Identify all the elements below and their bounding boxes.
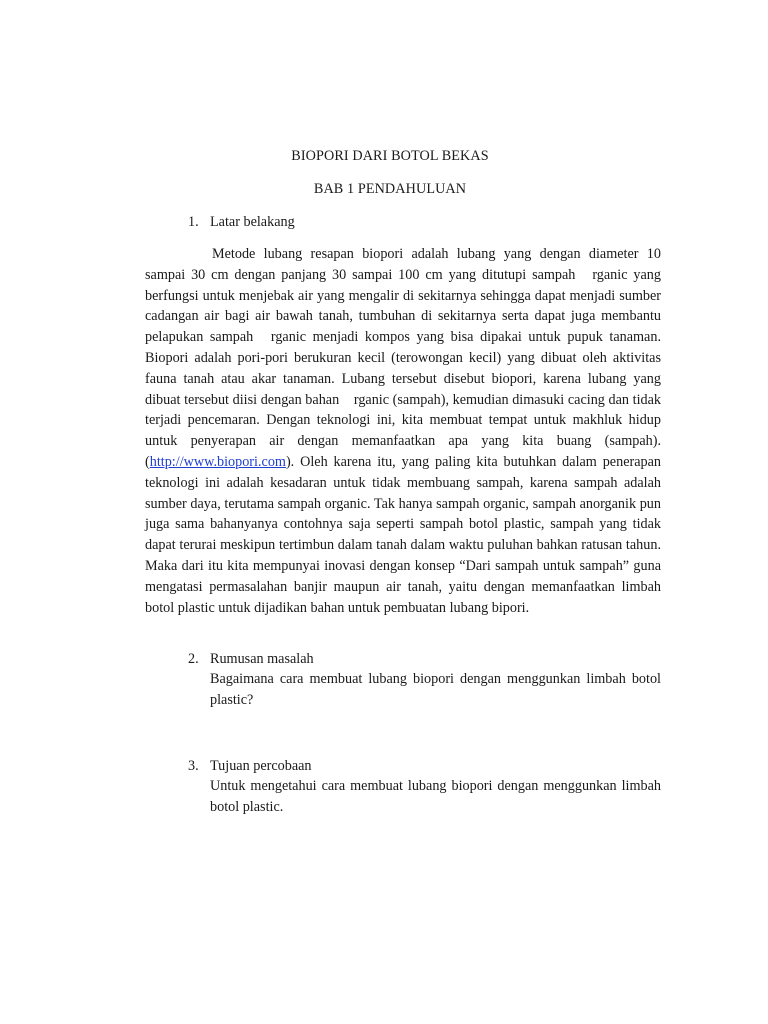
chapter-heading: BAB 1 PENDAHULUAN — [313, 181, 467, 197]
section-1-paragraph — [145, 244, 661, 618]
section-1-number: 1. — [188, 214, 199, 230]
document-title: BIOPORI DARI BOTOL BEKAS — [291, 148, 489, 164]
section-1-text-part1: Metode lubang resapan biopori adalah lubang yang dengan diameter 10 sampai 30 cm dengan panjang 30 sampai 100 cm yang ditutupi sampah  rganic yang berfungsi untuk menjebak air yang mengalir di sekitarnya sehingga dapat menjadi sumber cadangan air bagi air bawah tanah, tumbuhan di sekitarnya serta dapat juga membantu pelapukan sampah  rganic menjadi kompos yang bisa dipakai untuk pupuk tanaman. Biopori adalah pori-pori berukuran kecil (terowongan kecil) yang dibuat oleh aktivitas fauna tanah atau akar tanaman. Lubang tersebut disebut biopori, karena lubang yang dibuat tersebut diisi dengan bahan  rganic (sampah), kemudian dimasuki cacing dan tidak terjadi pencemaran. Dengan teknologi ini, kita membuat tempat untuk makhluk hidup untuk penyerapan air dengan memanfaatkan apa yang kita buang (sampah). ( — [145, 246, 661, 470]
section-2-title: Rumusan masalah — [210, 651, 314, 667]
section-3-paragraph: Untuk mengetahui cara membuat lubang biopori dengan menggunkan limbah botol plastic. — [210, 778, 661, 815]
section-1-text-part2: ). Oleh karena itu, yang paling kita butuhkan dalam penerapan teknologi ini adalah kesadaran untuk tidak membuang sampah, karena sampah adalah sumber daya, terutama sampah organic. Tak hanya sampah organic, sampah anorganik pun juga sama bahanyanya contohnya saja seperti sampah botol plastic, sampah yang tidak dapat terurai meskipun tertimbun dalam tanah dalam waktu puluhan bahkan ratusan tahun. Maka dari itu kita mempunyai inovasi dengan konsep “Dari sampah untuk sampah” guna mengatasi permasalahan banjir maupun air tanah, yaitu dengan memanfaatkan limbah botol plastic untuk dijadikan bahan untuk pembuatan lubang bipori. — [145, 453, 661, 616]
section-2-paragraph: Bagaimana cara membuat lubang biopori dengan menggunkan limbah botol plastic? — [210, 671, 661, 708]
biopori-link[interactable]: http://www.biopori.com — [149, 453, 286, 470]
section-3-number: 3. — [188, 758, 199, 774]
section-2-number: 2. — [188, 651, 199, 667]
section-1-title: Latar belakang — [210, 214, 295, 230]
section-3-title: Tujuan percobaan — [210, 758, 312, 774]
